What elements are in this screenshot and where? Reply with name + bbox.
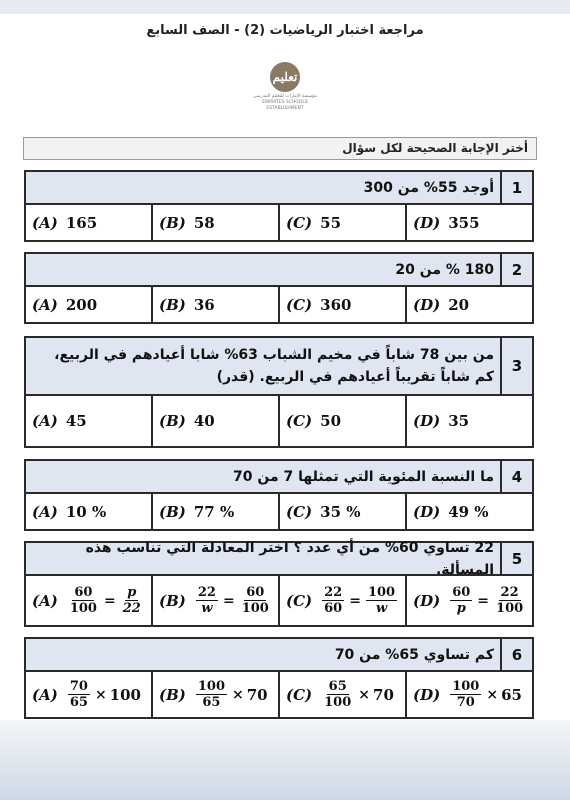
question-number: 2 — [500, 254, 532, 285]
question-6 — [24, 637, 534, 719]
question-number: 5 — [500, 543, 532, 574]
fraction: $\frac{100}{w}$ — [367, 585, 396, 616]
question-5 — [24, 541, 534, 627]
question-4 — [24, 459, 534, 531]
fraction: $\frac{22}{60}$ — [324, 585, 343, 616]
option-b[interactable]: (B) 58 — [153, 205, 280, 240]
fraction: $\frac{60}{p}$ — [452, 585, 471, 616]
question-text: ما النسبة المئوية التي تمثلها 7 من 70 — [233, 468, 494, 485]
question-text: من بين 78 شاباً في مخيم الشباب 63% شابا أعيادهم في الربيع، كم شاباً تقريباً أعيادهم في الربيع. (قدر) — [54, 347, 494, 385]
bottom-band — [0, 720, 570, 800]
fraction: $\frac{60}{100}$ — [241, 585, 269, 616]
question-1 — [24, 170, 534, 242]
option-a[interactable]: (A) 200 — [26, 287, 153, 322]
option-d[interactable]: (D) $\frac{60}{p}$ = $\frac{22}{100}$ — [413, 585, 524, 616]
option-b[interactable]: (B) 77 % — [153, 494, 280, 529]
option-a[interactable]: (A) 165 — [26, 205, 153, 240]
option-c[interactable]: (C) 55 — [280, 205, 407, 240]
option-b[interactable]: (B) $\frac{22}{w}$ = $\frac{60}{100}$ — [153, 576, 280, 625]
fraction: $\frac{22}{w}$ — [197, 585, 216, 616]
option-b[interactable]: (B) $\frac{100}{65}$ × 70 — [153, 672, 280, 717]
question-number: 4 — [500, 461, 532, 492]
logo-subtitle: مؤسسة الإمارات للتعليم المدرسي EMIRATES SCHOOLS ESTABLISHMENT — [253, 94, 317, 111]
page-title: مراجعة اختبار الرياضيات (2) - الصف السابع — [146, 23, 424, 38]
option-d[interactable]: (D) $\frac{100}{70}$ × 65 — [413, 679, 522, 710]
question-3 — [24, 336, 534, 448]
option-a[interactable]: (A) $\frac{60}{100}$ = $\frac{p}{22}$ — [26, 576, 153, 625]
question-header — [26, 539, 532, 578]
option-c[interactable]: (C) 35 % — [280, 494, 407, 529]
option-c[interactable]: (C) $\frac{22}{60}$ = $\frac{100}{w}$ — [280, 576, 407, 625]
question-header — [26, 461, 532, 494]
option-d[interactable]: (D) 355 — [413, 213, 480, 232]
question-number: 1 — [500, 172, 532, 203]
option-a[interactable]: (A) 10 % — [26, 494, 153, 529]
option-c[interactable]: (C) $\frac{65}{100}$ × 70 — [280, 672, 407, 717]
question-header — [26, 254, 532, 287]
question-header — [26, 639, 532, 672]
instruction-bar: أختر الإجابة الصحيحة لكل سؤال — [23, 137, 537, 160]
option-d[interactable]: (D) 49 % — [413, 502, 489, 521]
fraction: $\frac{100}{70}$ — [452, 679, 480, 710]
logo-mark: تعليم — [270, 62, 300, 92]
question-header — [26, 172, 532, 205]
logo — [250, 62, 320, 124]
option-d[interactable]: (D) 35 — [413, 412, 470, 430]
question-number: 3 — [500, 338, 532, 394]
option-d[interactable]: (D) 20 — [413, 295, 470, 314]
option-c[interactable]: (C) 50 — [280, 396, 407, 446]
fraction: $\frac{22}{100}$ — [496, 585, 524, 616]
question-text: كم تساوي 65% من 70 — [334, 646, 494, 663]
question-text: 180 % من 20 — [395, 261, 494, 278]
question-header — [26, 338, 532, 396]
option-a[interactable]: (A) 45 — [26, 396, 153, 446]
option-c[interactable]: (C) 360 — [280, 287, 407, 322]
option-b[interactable]: (B) 40 — [153, 396, 280, 446]
option-a[interactable]: (A) $\frac{70}{65}$ × 100 — [26, 672, 153, 717]
fraction: $\frac{65}{100}$ — [324, 679, 352, 710]
question-2 — [24, 252, 534, 324]
question-text: أوجد 55% من 300 — [363, 179, 494, 196]
question-number: 6 — [500, 639, 532, 670]
fraction: $\frac{70}{65}$ — [69, 679, 88, 710]
option-b[interactable]: (B) 36 — [153, 287, 280, 322]
top-band — [0, 0, 570, 14]
fraction: $\frac{60}{100}$ — [69, 585, 97, 616]
fraction: $\frac{100}{65}$ — [197, 679, 226, 710]
fraction: $\frac{p}{22}$ — [122, 585, 141, 616]
question-text: 22 تساوي 60% من أي عدد ؟ اختر المعادلة التي تناسب هذه المسألة. — [85, 539, 494, 578]
